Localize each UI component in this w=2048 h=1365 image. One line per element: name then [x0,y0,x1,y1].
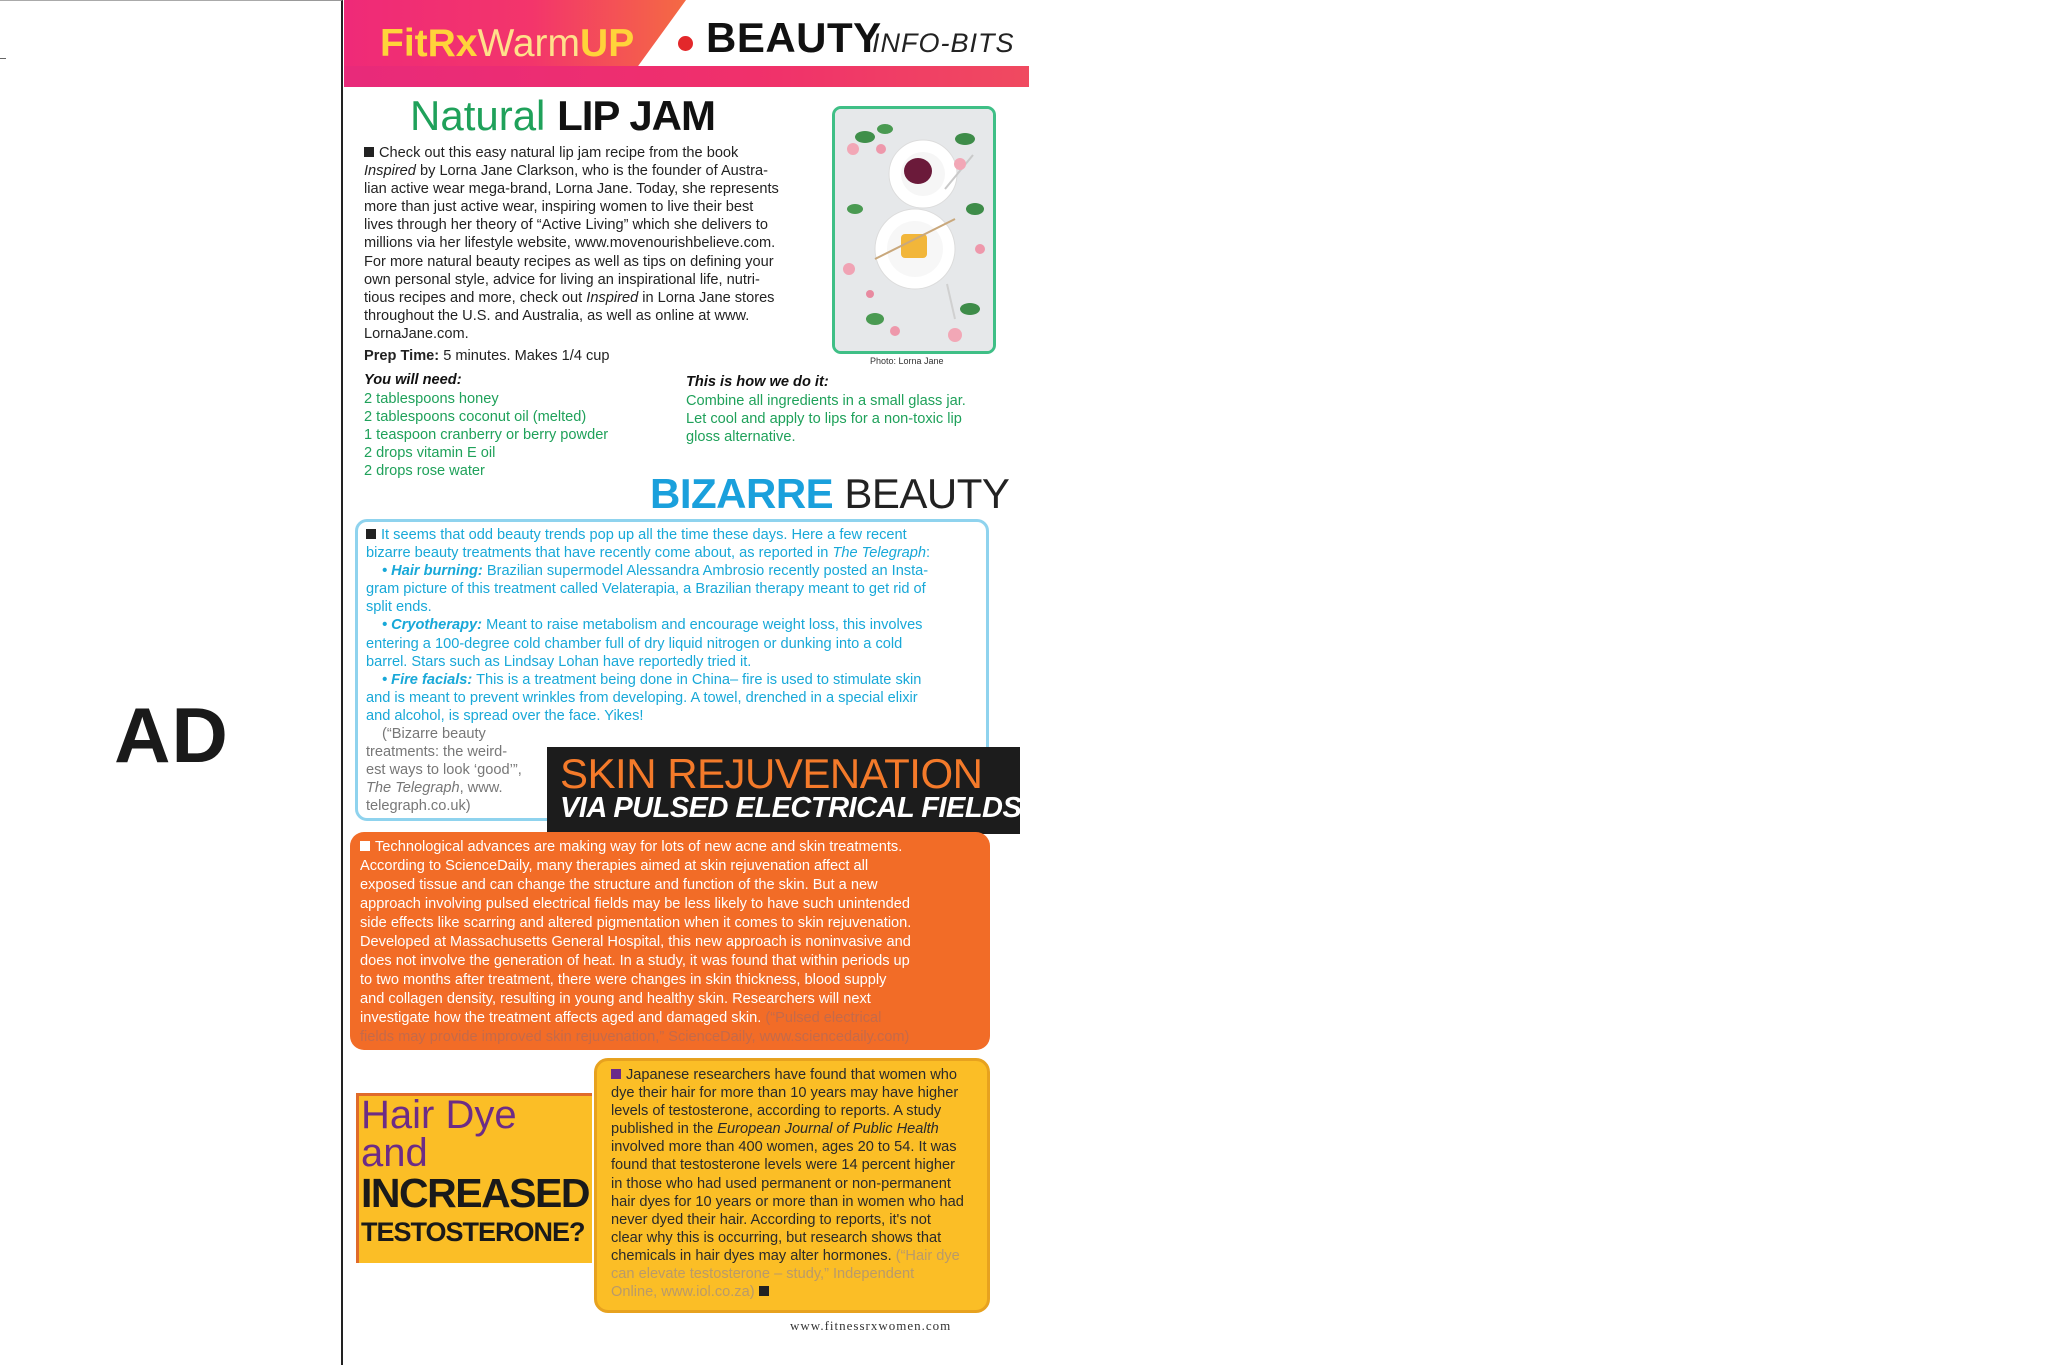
section-subtitle: INFO-BITS [872,28,1015,58]
biz-term: • Fire facials: [382,671,473,688]
lip-title-lipjam: LIP JAM [557,92,716,139]
method-heading: This is how we do it: [686,374,829,390]
section-title-beauty: BEAUTY [706,14,882,61]
prep-time [364,348,610,364]
end-square-icon [759,1286,769,1296]
biz-item-text: barrel. Stars such as Lindsay Lohan have reportedly tried it. [366,653,752,670]
brand-fitrx: FitRx [380,22,478,65]
lip-intro-line: lives through her theory of “Active Living” which she delivers to [364,217,768,234]
lip-intro-line: LornaJane.com. [364,325,469,342]
hair-body-line: Japanese researchers have found that women who [626,1067,957,1083]
skin-body-line: and collagen density, resulting in young and healthy skin. Researchers will next [360,991,871,1007]
ingredient-item: 1 teaspoon cranberry or berry powder [364,427,609,444]
bullet-square-icon [360,841,370,851]
hair-title-line1: Hair Dye [361,1093,517,1137]
method-line: Combine all ingredients in a small glass jar. [686,393,966,409]
biz-intro-line: It seems that odd beauty trends pop up all the time these days. Here a few recent [381,527,907,543]
biz-item-text: Meant to raise metabolism and encourage weight loss, this involves [486,617,923,634]
skin-body-line: side effects like scarring and altered pigmentation when it comes to skin rejuvenation. [360,915,912,931]
citation-line: est ways to look ‘good’”, [366,762,522,779]
hair-body-line: found that testosterone levels were 14 percent higher [611,1157,955,1174]
hair-body-line: involved more than 400 women, ages 20 to 54. It was [611,1139,957,1156]
hair-dye-text [611,1066,983,1301]
biz-item-text: and is meant to prevent wrinkles from developing. A towel, drenched in a special elixir [366,689,918,706]
ad-panel [0,0,343,1365]
hair-citation: (“Hair dye [895,1247,960,1264]
lip-intro-line: millions via her lifestyle website, www.movenourishbelieve.com. [364,235,776,252]
biz-item-text: Brazilian supermodel Alessandra Ambrosio recently posted an Insta- [486,563,929,580]
footer-url: www.fitnessrxwomen.com [790,1318,952,1333]
lip-intro-line: Inspired by Lorna Jane Clarkson, who is the founder of Austra- [364,163,768,180]
skin-title-line2: VIA PULSED ELECTRICAL FIELDS [560,792,1022,824]
prep-value: 5 minutes. Makes 1/4 cup [443,348,610,364]
header-bullet-dot [678,36,693,51]
lip-intro-line: tious recipes and more, check out Inspired in Lorna Jane stores [364,289,775,306]
lip-jam-photo-illustration [835,109,993,351]
ingredient-item: 2 tablespoons honey [364,391,499,407]
bullet-square-icon [364,147,374,157]
lip-intro-line: For more natural beauty recipes as well as tips on defining your [364,253,774,270]
biz-item-text: split ends. [366,599,432,616]
citation-line: treatments: the weird- [366,744,508,761]
bullet-square-icon [611,1069,621,1079]
biz-title-rest: BEAUTY [844,470,1010,517]
ingredient-item: 2 drops vitamin E oil [364,445,496,462]
lip-intro-line: throughout the U.S. and Australia, as well as online at www. [364,307,750,324]
lip-intro-line: Check out this easy natural lip jam recipe from the book [379,145,739,161]
skin-last-line: investigate how the treatment affects aged and damaged skin. [360,1010,762,1026]
biz-intro-line: bizarre beauty treatments that have recently come about, as reported in The Telegraph: [366,545,931,562]
method-line: Let cool and apply to lips for a non-toxic lip [686,411,962,428]
lip-jam-intro [364,144,812,343]
hair-title-line2: and [361,1131,428,1175]
hair-body-line: in those who had used permanent or non-permanent [611,1175,951,1192]
skin-rejuvenation-text [360,838,984,1047]
prep-label: Prep Time: [364,348,440,364]
top-divider [0,0,280,1]
bizarre-beauty-text [366,526,981,725]
photo-credit: Photo: Lorna Jane [870,356,944,366]
skin-body-line: exposed tissue and can change the structure and function of the skin. But a new [360,877,878,893]
hair-body-line: levels of testosterone, according to reports. A study [611,1103,942,1120]
brand-warm: Warm [477,22,581,65]
biz-item-text: entering a 100-degree cold chamber full of dry liquid nitrogen or dunking into a cold [366,635,903,652]
hair-title-line3: INCREASED [361,1170,589,1216]
skin-body-line: Technological advances are making way for lots of new acne and skin treatments. [375,839,903,855]
ingredient-item: 2 drops rose water [364,463,485,480]
skin-title-line1: SKIN REJUVENATION [560,750,983,797]
hair-citation-line: can elevate testosterone – study,” Independent [611,1266,915,1283]
hair-citation-line: Online, www.iol.co.za) [611,1284,755,1301]
skin-body-line: does not involve the generation of heat. In a study, it was found that within periods up [360,953,910,969]
method-line: gloss alternative. [686,429,796,446]
brand-up: UP [580,22,635,65]
biz-term: • Cryotherapy: [382,617,482,634]
bullet-square-icon [366,529,376,539]
edge-tick [0,58,6,59]
citation-line: telegraph.co.uk) [366,798,471,815]
hair-body-line: published in the European Journal of Public Health [611,1121,939,1138]
method-text [686,392,1006,446]
hair-body-line: hair dyes for 10 years or more than in women who had [611,1193,964,1210]
skin-body-line: approach involving pulsed electrical fields may be less likely to have such unintended [360,896,911,912]
skin-citation: (“Pulsed electrical [765,1010,882,1026]
citation-line: The Telegraph, www. [366,780,503,797]
lip-jam-title [410,92,715,140]
hair-body-line: dye their hair for more than 10 years may have higher [611,1085,959,1102]
bizarre-citation [366,725,536,815]
biz-item-text: and alcohol, is spread over the face. Yikes! [366,707,644,724]
lip-intro-line: lian active wear mega-brand, Lorna Jane. Today, she represents [364,181,779,198]
hair-body-line: clear why this is occurring, but research shows that [611,1229,942,1246]
biz-item-text: This is a treatment being done in China– fire is used to stimulate skin [476,671,922,688]
biz-title-bold: BIZARRE [650,470,834,517]
citation-line: (“Bizarre beauty [382,726,486,742]
ingredient-item: 2 tablespoons coconut oil (melted) [364,409,587,426]
lip-intro-line: own personal style, advice for living an inspirational life, nutri- [364,271,760,288]
skin-body-line: to two months after treatment, there were changes in skin thickness, blood supply [360,972,887,988]
lip-jam-photo [832,106,996,354]
ad-label: AD [114,691,229,779]
header-bar [344,66,1029,87]
ingredients-list [364,390,608,480]
hair-body-line: never dyed their hair. According to reports, it's not [611,1211,931,1228]
lip-title-natural: Natural [410,92,546,139]
biz-term: • Hair burning: [382,563,483,580]
header-brand [380,22,634,66]
biz-item-text: gram picture of this treatment called Velaterapia, a Brazilian therapy meant to get rid of [366,581,926,598]
ingredients-heading: You will need: [364,372,462,388]
skin-body-line: Developed at Massachusetts General Hospital, this new approach is noninvasive and [360,934,911,950]
skin-citation-line: fields may provide improved skin rejuvenation,” ScienceDaily, www.sciencedaily.com) [360,1029,910,1045]
hair-title-line4: TESTOSTERONE? [361,1217,585,1247]
skin-body-line: According to ScienceDaily, many therapies aimed at skin rejuvenation affect all [360,858,869,874]
lip-intro-line: more than just active wear, inspiring women to live their best [364,199,754,216]
hair-last-line: chemicals in hair dyes may alter hormones. [611,1247,892,1264]
bizarre-beauty-title [650,470,1009,518]
